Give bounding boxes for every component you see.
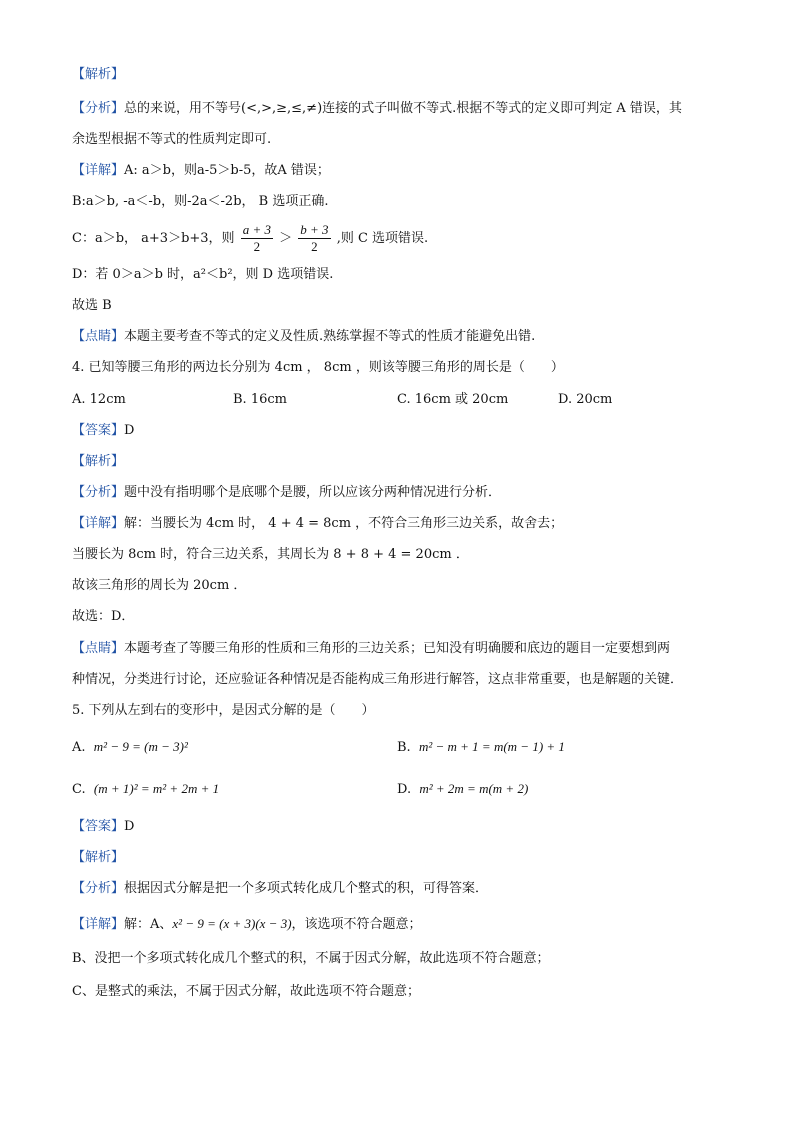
paragraph-text: 本题考查了等腰三角形的性质和三角形的三边关系；已知没有明确腰和底边的题目一定要想到两 bbox=[124, 641, 671, 656]
answer-value: D bbox=[124, 423, 135, 438]
option-a: A. 12cm bbox=[72, 392, 126, 407]
detail-line-c bbox=[72, 222, 428, 256]
fraction-denominator: 2 bbox=[311, 239, 318, 254]
section-tag: 【解析】 bbox=[72, 454, 125, 469]
option-d: D. 20cm bbox=[558, 392, 613, 407]
analysis-line bbox=[72, 880, 488, 898]
detail-line-b bbox=[72, 950, 550, 968]
option-b bbox=[397, 738, 565, 757]
option-expression: (m + 1)² = m² + 2m + 1 bbox=[93, 781, 220, 796]
paragraph-text: 本题主要考查不等式的定义及性质.熟练掌握不等式的性质才能避免出错. bbox=[124, 329, 536, 344]
option-expression: m² − m + 1 = m(m − 1) + 1 bbox=[418, 739, 565, 754]
fraction-numerator: a + 3 bbox=[242, 222, 271, 237]
section-tag: 【详解】 bbox=[72, 917, 125, 932]
section-tag: 【答案】 bbox=[72, 423, 125, 438]
analysis-line bbox=[72, 100, 682, 118]
section-tag: 【点睛】 bbox=[72, 329, 125, 344]
section-tag: 【详解】 bbox=[72, 163, 125, 178]
paragraph-text: 总的来说，用不等号(<,>,≥,≤,≠)连接的式子叫做不等式.根据不等式的定义即可判定 A 错误，其 bbox=[124, 101, 682, 116]
fraction-numerator: b + 3 bbox=[300, 222, 329, 237]
option-b: B. 16cm bbox=[233, 392, 287, 407]
choice-line bbox=[72, 297, 112, 315]
detail-line-cont bbox=[72, 546, 469, 564]
analysis-heading bbox=[72, 453, 124, 471]
detail-line bbox=[72, 162, 330, 180]
section-tag: 【解析】 bbox=[72, 850, 125, 865]
analysis-line-cont bbox=[72, 131, 271, 149]
paragraph-text: 故该三角形的周长为 20cm ． bbox=[72, 578, 247, 593]
option-label: C. bbox=[72, 782, 86, 797]
analysis-heading bbox=[72, 66, 124, 84]
paragraph-text: 解：当腰长为 4cm 时， 4 + 4 = 8cm ，不符合三角形三边关系，故舍去； bbox=[124, 516, 564, 531]
paragraph-text: 故选 B bbox=[72, 298, 112, 313]
remark-line bbox=[72, 328, 535, 346]
paragraph-text: 余选型根据不等式的性质判定即可. bbox=[72, 132, 272, 147]
option-label: A. bbox=[72, 740, 86, 755]
option-expression: m² − 9 = (m − 3)² bbox=[93, 739, 188, 754]
paragraph-text: 种情况，分类进行讨论，还应验证各种情况是否能构成三角形进行解答，这点非常重要，也是解题的关键． bbox=[72, 672, 684, 687]
option-c: C. 16cm 或 20cm bbox=[397, 392, 509, 407]
detail-line-c bbox=[72, 983, 420, 1001]
paragraph-text: 当腰长为 8cm 时，符合三边关系，其周长为 8 + 8 + 4 = 20cm ． bbox=[72, 547, 469, 562]
paragraph-text: C、是整式的乘法，不属于因式分解，故此选项不符合题意； bbox=[72, 984, 420, 999]
option-label: D. bbox=[397, 782, 412, 797]
answer-line bbox=[72, 818, 134, 836]
option-c bbox=[72, 780, 219, 799]
question-4 bbox=[72, 359, 564, 377]
paragraph-text: A: a＞b，则a-5＞b-5，故A 错误； bbox=[124, 163, 330, 178]
answer-value: D bbox=[124, 819, 135, 834]
paragraph-text: ，该选项不符合题意； bbox=[291, 917, 422, 932]
fraction bbox=[298, 222, 330, 255]
detail-line-b bbox=[72, 193, 328, 211]
section-tag: 【分析】 bbox=[72, 881, 125, 896]
paragraph-text: B、没把一个多项式转化成几个整式的积，不属于因式分解，故此选项不符合题意； bbox=[72, 951, 550, 966]
detail-line-cont bbox=[72, 577, 246, 595]
paragraph-text: B:a＞b, -a＜-b，则-2a＜-2b， B 选项正确. bbox=[72, 194, 329, 209]
paragraph-text: D：若 0＞a＞b 时，a²＜b²，则 D 选项错误. bbox=[72, 267, 334, 282]
section-tag: 【解析】 bbox=[72, 67, 125, 82]
paragraph-text: 根据因式分解是把一个多项式转化成几个整式的积，可得答案． bbox=[124, 881, 489, 896]
paragraph-text: 解：A、 bbox=[124, 917, 173, 932]
detail-line bbox=[72, 915, 422, 934]
detail-line-d bbox=[72, 266, 333, 284]
paragraph-text: ,则 C 选项错误. bbox=[336, 231, 429, 246]
paragraph-text: C：a＞b， a+3＞b+3，则 bbox=[72, 231, 235, 246]
paragraph-text: 故选：D． bbox=[72, 609, 135, 624]
question-text: 4. 已知等腰三角形的两边长分别为 4cm ， 8cm ，则该等腰三角形的周长是（ ） bbox=[72, 360, 564, 375]
analysis-heading bbox=[72, 849, 124, 867]
remark-line bbox=[72, 640, 670, 658]
section-tag: 【分析】 bbox=[72, 485, 125, 500]
section-tag: 【分析】 bbox=[72, 101, 125, 116]
choice-line bbox=[72, 608, 134, 626]
section-tag: 【详解】 bbox=[72, 516, 125, 531]
remark-line-cont bbox=[72, 671, 683, 689]
question-text: 5. 下列从左到右的变形中，是因式分解的是（ ） bbox=[72, 703, 375, 718]
analysis-line bbox=[72, 484, 501, 502]
section-tag: 【点睛】 bbox=[72, 641, 125, 656]
question-5 bbox=[72, 702, 375, 720]
option-expression: m² + 2m = m(m + 2) bbox=[419, 781, 529, 796]
section-tag: 【答案】 bbox=[72, 819, 125, 834]
option-d bbox=[397, 780, 528, 799]
option-label: B. bbox=[397, 740, 411, 755]
paragraph-text: 题中没有指明哪个是底哪个是腰，所以应该分两种情况进行分析． bbox=[124, 485, 502, 500]
greater-sign: ＞ bbox=[279, 231, 293, 246]
inline-expression: x² − 9 = (x + 3)(x − 3) bbox=[172, 916, 292, 931]
answer-line bbox=[72, 422, 134, 440]
fraction-denominator: 2 bbox=[253, 239, 261, 254]
detail-line bbox=[72, 515, 563, 533]
option-a bbox=[72, 738, 188, 757]
fraction bbox=[241, 222, 273, 255]
